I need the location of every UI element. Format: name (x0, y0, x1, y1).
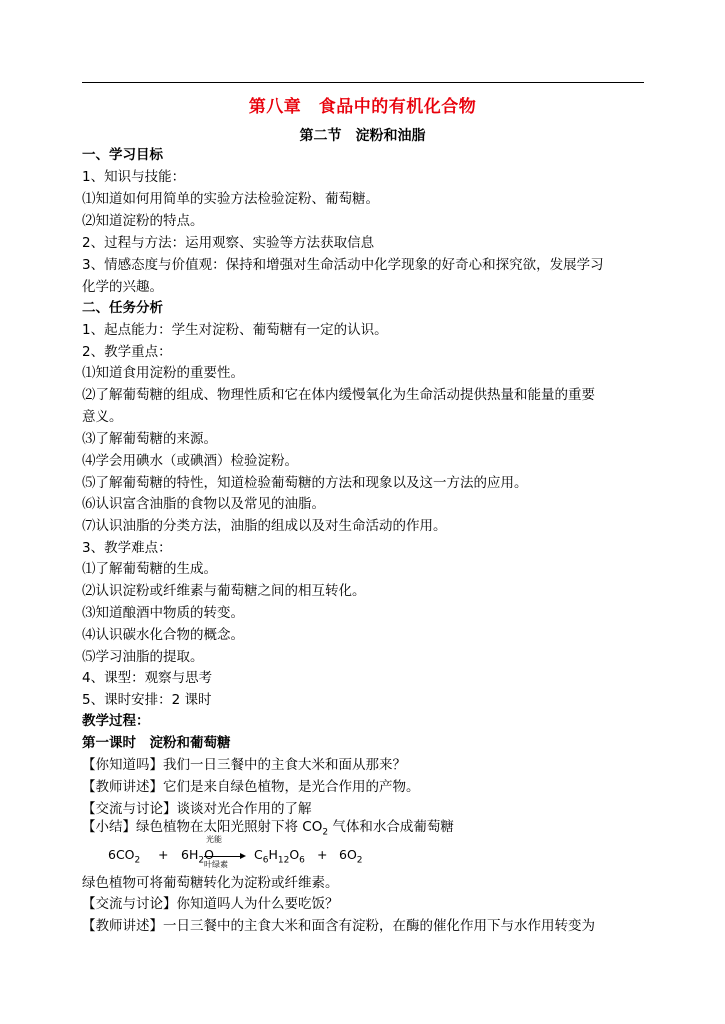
text-line: ⑶知道酿酒中物质的转变。 (82, 605, 244, 621)
text-line: ⑵认识淀粉或纤维素与葡萄糖之间的相互转化。 (82, 583, 366, 599)
product-o2: $6O_2$ (339, 847, 363, 866)
text-line: ⑵了解葡萄糖的组成、物理性质和它在体内缓慢氧化为生命活动提供热量和能量的重要 (82, 387, 595, 403)
summary-suffix: 气体和水合成葡萄糖 (328, 819, 454, 835)
reactant-co2: $6CO_2$ (108, 847, 141, 866)
summary-prefix: 【小结】绿色植物在太阳光照射下将 CO (82, 819, 323, 835)
text-line: ⑺认识油脂的分类方法，油脂的组成以及对生命活动的作用。 (82, 518, 447, 534)
heading-learning-goals: 一、学习目标 (82, 147, 163, 163)
text-line: 3、情感态度与价值观：保持和增强对生命活动中化学现象的好奇心和探究欲，发展学习 (82, 257, 604, 273)
heading-teaching-process: 教学过程： (82, 713, 150, 729)
text-line: 4、课型：观察与思考 (82, 670, 213, 686)
plus-sign: + (158, 847, 169, 862)
reaction-arrow (204, 856, 244, 857)
text-line: ⑹认识富含油脂的食物以及常见的油脂。 (82, 496, 325, 512)
header-rule (82, 82, 644, 83)
text-line: ⑶了解葡萄糖的来源。 (82, 431, 217, 447)
text-line: ⑴知道如何用简单的实验方法检验淀粉、葡萄糖。 (82, 191, 379, 207)
heading-task-analysis: 二、任务分析 (82, 300, 163, 316)
text-line: 2、过程与方法：运用观察、实验等方法获取信息 (82, 235, 375, 251)
text-line: 【交流与讨论】谈谈对光合作用的了解 (82, 801, 312, 817)
chapter-title: 第八章 食品中的有机化合物 (248, 97, 477, 117)
text-line: 化学的兴趣。 (82, 279, 163, 295)
product-glucose: $C_6H_{12}O_6$ (254, 847, 305, 866)
text-line: 5、课时安排：2 课时 (82, 692, 212, 708)
text-line: ⑸学习油脂的提取。 (82, 649, 204, 665)
text-line: ⑸了解葡萄糖的特性，知道检验葡萄糖的方法和现象以及这一方法的应用。 (82, 475, 528, 491)
text-line: ⑷认识碳水化合物的概念。 (82, 627, 244, 643)
text-line: ⑵知道淀粉的特点。 (82, 213, 204, 229)
text-line: 【你知道吗】我们一日三餐中的主食大米和面从那来？ (82, 757, 406, 773)
text-line: 1、知识与技能： (82, 169, 186, 185)
condition-chlorophyll: 叶绿素 (204, 860, 228, 869)
text-line: 意义。 (82, 409, 123, 425)
text-line: 【教师讲述】一日三餐中的主食大米和面含有淀粉，在酶的催化作用下与水作用转变为 (82, 918, 595, 934)
reactant-h2o: $6H_2O$ (181, 847, 214, 866)
summary-subscript: 2 (322, 827, 329, 838)
text-line: ⑴了解葡萄糖的生成。 (82, 561, 217, 577)
photosynthesis-equation (82, 835, 646, 874)
heading-first-lesson: 第一课时 淀粉和葡萄糖 (82, 735, 231, 751)
summary-line (82, 816, 646, 838)
text-line: 3、教学难点： (82, 540, 172, 556)
plus-sign: + (317, 847, 328, 862)
section-title: 第二节 淀粉和油脂 (299, 128, 426, 144)
text-line: ⑴知道食用淀粉的重要性。 (82, 365, 244, 381)
text-line: ⑷学会用碘水（或碘酒）检验淀粉。 (82, 453, 298, 469)
condition-light: 光能 (206, 835, 222, 844)
text-line: 绿色植物可将葡萄糖转化为淀粉或纤维素。 (82, 875, 339, 891)
text-line: 1、起点能力：学生对淀粉、葡萄糖有一定的认识。 (82, 322, 388, 338)
text-line: 【交流与讨论】你知道吗人为什么要吃饭？ (82, 896, 339, 912)
text-line: 【教师讲述】它们是来自绿色植物，是光合作用的产物。 (82, 779, 420, 795)
text-line: 2、教学重点： (82, 344, 172, 360)
